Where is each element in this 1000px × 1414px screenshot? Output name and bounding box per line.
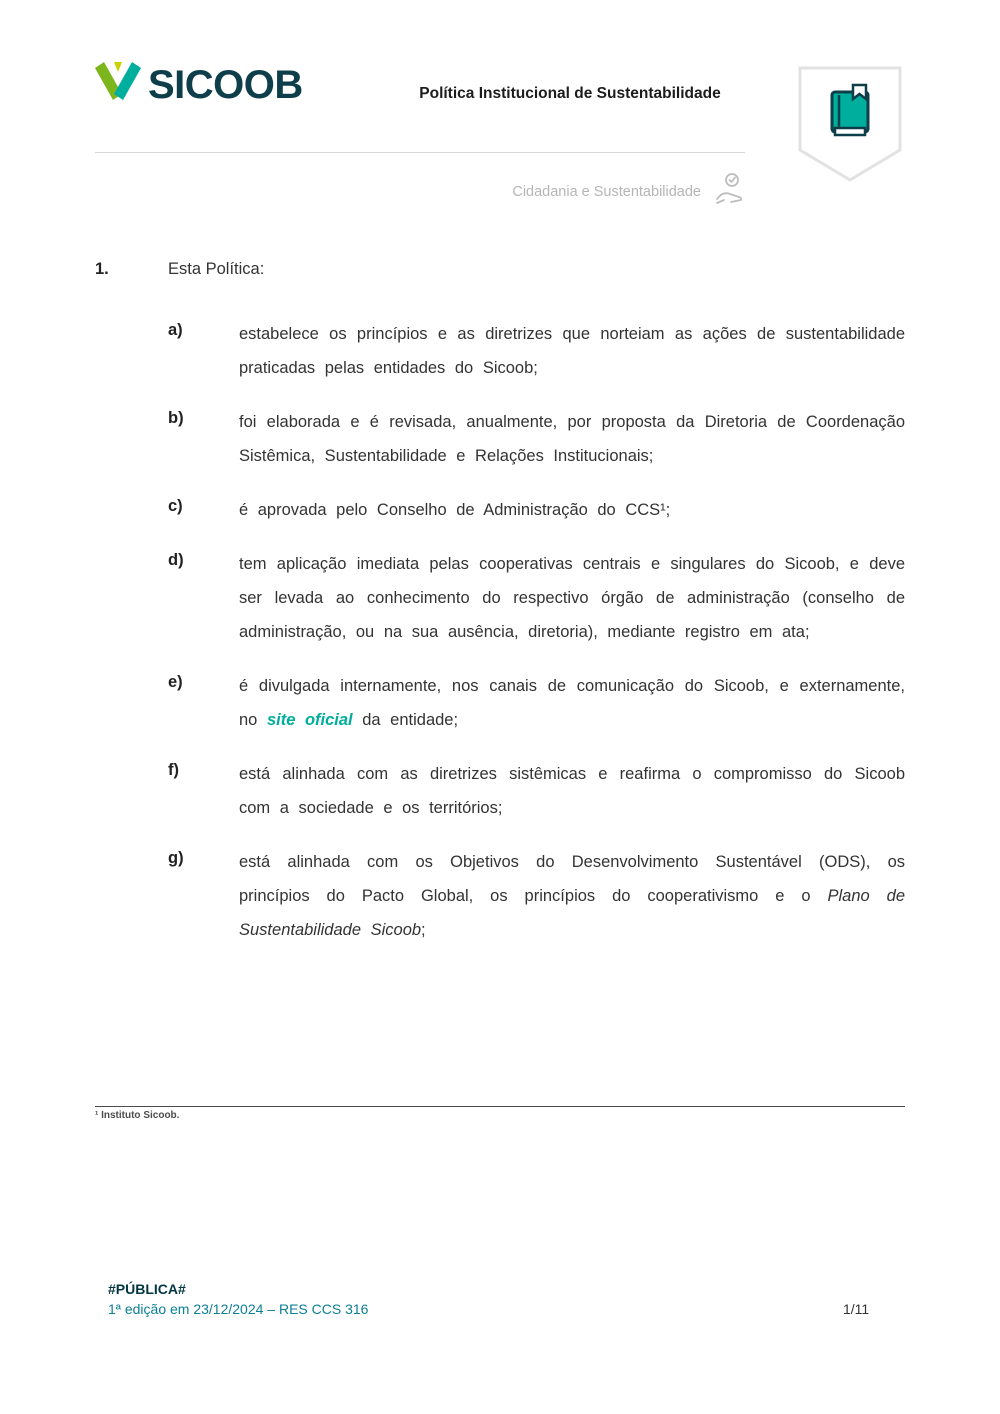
item-text-part: está alinhada com os Objetivos do Desenvolvimento Sustentável (ODS), os princípios do Pacto Global, os princípios do cooperativismo e o: [239, 853, 905, 905]
list-item-f: [168, 757, 905, 825]
hand-giving-icon: [715, 172, 745, 211]
footnote-divider: [95, 1106, 905, 1107]
clause-intro: [95, 260, 905, 279]
clause-list: [95, 317, 905, 947]
item-letter: e): [168, 673, 183, 691]
item-text-part: é divulgada internamente, nos canais de comunicação do Sicoob, e externamente, no: [239, 677, 905, 729]
subtitle-label: Cidadania e Sustentabilidade: [512, 183, 701, 200]
plano-sustentabilidade-emphasis: Plano de Sustentabilidade Sicoob: [239, 887, 906, 939]
list-item-a: [168, 317, 905, 385]
list-item-d: [168, 547, 905, 649]
item-text-part: ;: [421, 921, 426, 939]
item-letter: d): [168, 551, 184, 569]
document-body: [95, 260, 905, 967]
clause-intro-text: Esta Política:: [168, 260, 265, 278]
footnote: ¹ Instituto Sicoob.: [95, 1110, 180, 1121]
item-letter: c): [168, 497, 183, 515]
sicoob-v-chevron-icon: [95, 62, 141, 107]
item-text: [239, 669, 905, 737]
item-text: estabelece os princípios e as diretrizes que norteiam as ações de sustentabilidade praticadas pelas entidades do Sicoob;: [239, 325, 905, 377]
logo-wordmark: SICOOB: [148, 62, 303, 107]
item-text: foi elaborada e é revisada, anualmente, por proposta da Diretoria de Coordenação Sistêmica, Sustentabilidade e Relações Institucionais;: [239, 413, 905, 465]
edition-info: 1ª edição em 23/12/2024 – RES CCS 316: [108, 1301, 369, 1317]
item-text: está alinhada com as diretrizes sistêmicas e reafirma o compromisso do Sicoob com a sociedade e os territórios;: [239, 765, 905, 817]
item-letter: g): [168, 849, 184, 867]
item-letter: b): [168, 409, 184, 427]
item-text-part: da entidade;: [352, 711, 459, 729]
item-text: [239, 845, 905, 947]
item-letter: a): [168, 321, 183, 339]
subtitle-row: [95, 172, 745, 211]
item-text: tem aplicação imediata pelas cooperativas centrais e singulares do Sicoob, e deve ser levada ao conhecimento do respectivo órgão de administração (conselho de administração, ou na sua ausência, diretoria), mediante registro em ata;: [239, 555, 905, 641]
item-text: é aprovada pelo Conselho de Administração do CCS¹;: [239, 501, 671, 519]
list-item-b: [168, 405, 905, 473]
list-item-e: [168, 669, 905, 737]
page-title: Política Institucional de Sustentabilidade: [419, 85, 721, 102]
site-oficial-link[interactable]: site oficial: [266, 711, 353, 729]
header-divider: [95, 152, 745, 153]
list-item-c: [168, 493, 905, 527]
clause-number: 1.: [95, 260, 109, 278]
classification-label: #PÚBLICA#: [108, 1281, 186, 1297]
item-letter: f): [168, 761, 179, 779]
book-shield-badge-icon: [798, 66, 902, 189]
page-number: 1/11: [843, 1301, 870, 1317]
sicoob-logo: [95, 62, 303, 107]
list-item-g: [168, 845, 905, 947]
